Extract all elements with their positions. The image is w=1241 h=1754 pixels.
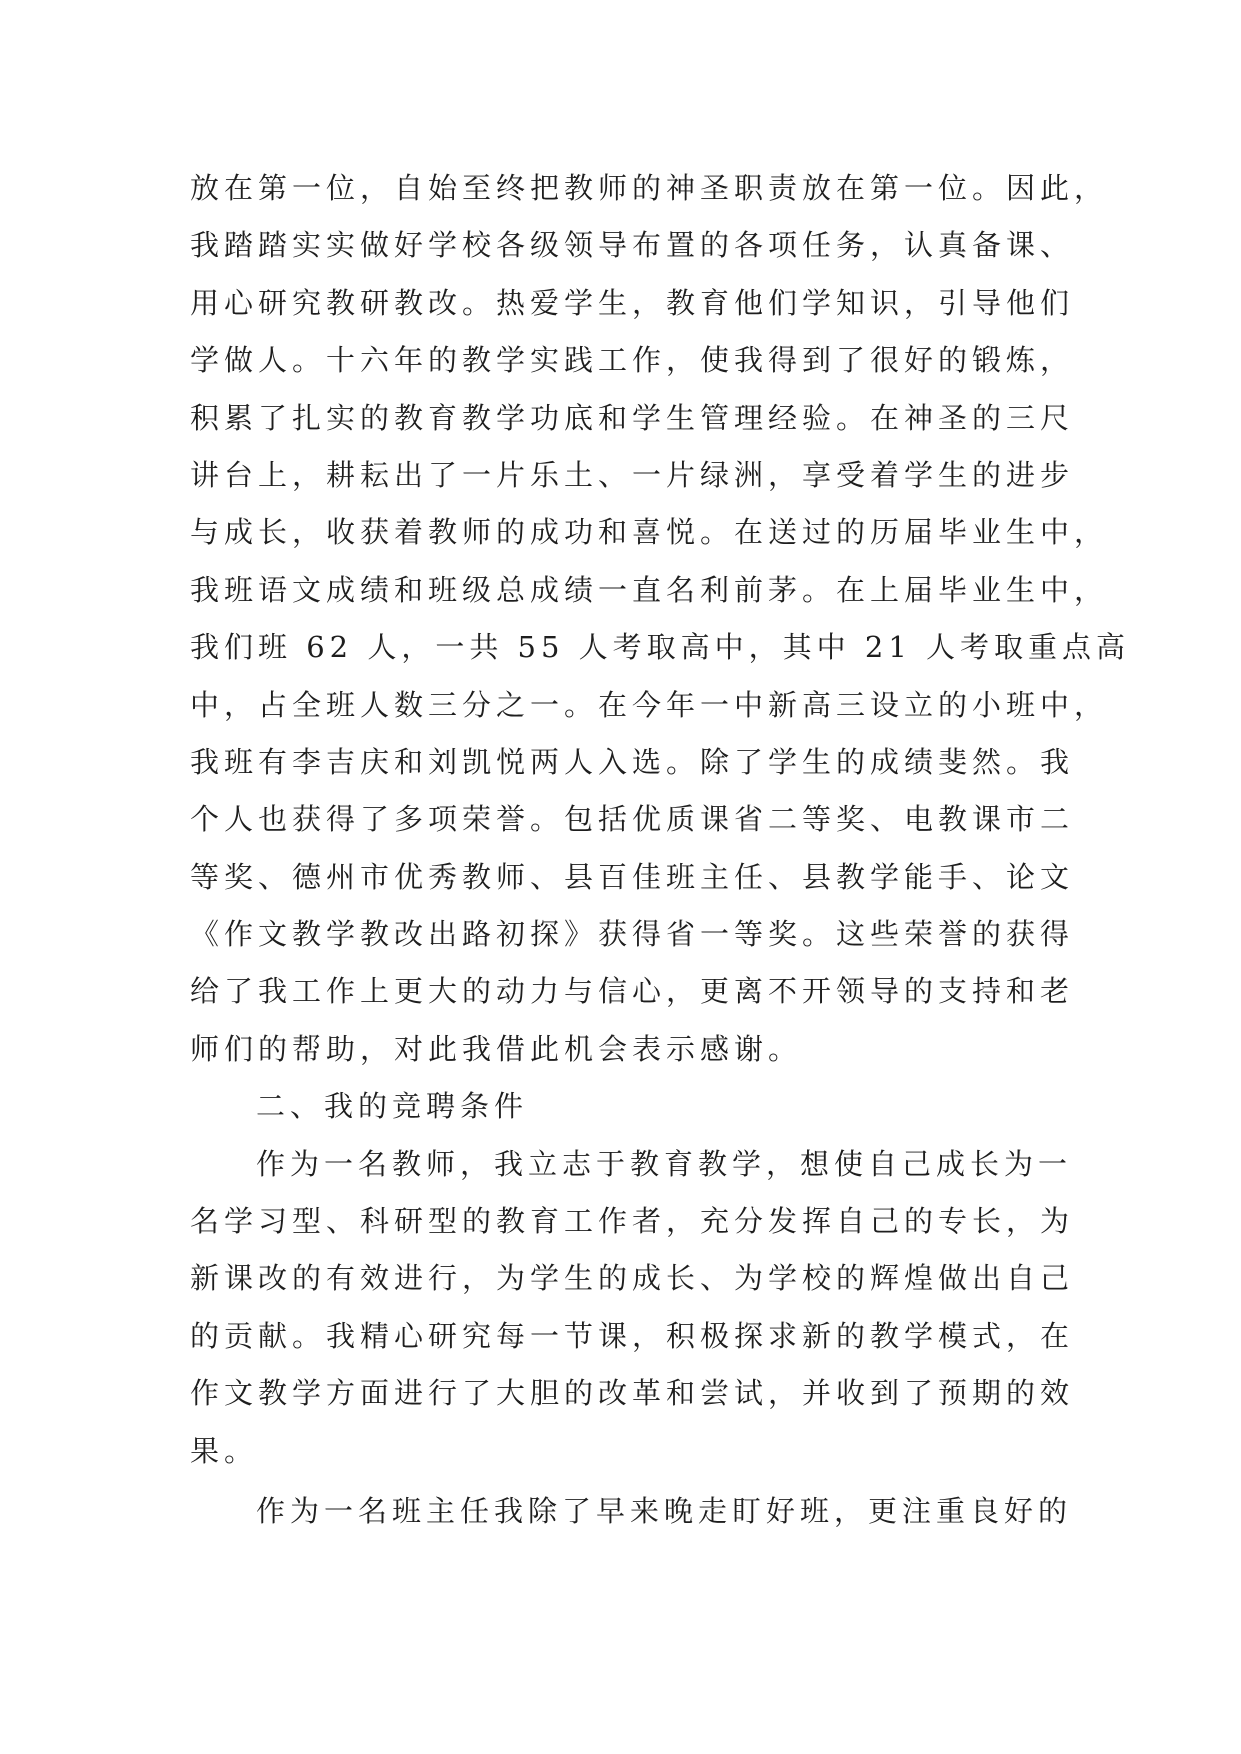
- text-line: 我班语文成绩和班级总成绩一直名利前茅。在上届毕业生中，: [190, 572, 1109, 607]
- text-line: 积累了扎实的教育教学功底和学生管理经验。在神圣的三尺: [190, 400, 1075, 435]
- text-line: 果。: [190, 1433, 259, 1468]
- text-line: 名学习型、科研型的教育工作者，充分发挥自己的专长，为: [190, 1204, 1075, 1239]
- text-line: 新课改的有效进行，为学生的成长、为学校的辉煌做出自己: [190, 1261, 1075, 1296]
- text-line: 与成长，收获着教师的成功和喜悦。在送过的历届毕业生中，: [190, 515, 1109, 550]
- text-line: 中，占全班人数三分之一。在今年一中新高三设立的小班中，: [190, 687, 1109, 722]
- text-line: 学做人。十六年的教学实践工作，使我得到了很好的锻炼，: [190, 343, 1075, 378]
- text-line: 放在第一位，自始至终把教师的神圣职责放在第一位。因此，: [190, 171, 1109, 205]
- text-line: 我班有李吉庆和刘凯悦两人入选。除了学生的成绩斐然。我: [190, 744, 1075, 779]
- text-line: 用心研究教研教改。热爱学生，教育他们学知识，引导他们: [190, 285, 1075, 320]
- text-line: 我踏踏实实做好学校各级领导布置的各项任务，认真备课、: [190, 228, 1075, 263]
- paragraph-start-line: 作为一名班主任我除了早来晚走盯好班，更注重良好的: [256, 1493, 1073, 1528]
- document-body: [190, 160, 1131, 1540]
- section-heading: 二、我的竞聘条件: [256, 1089, 529, 1124]
- text-line: 等奖、德州市优秀教师、县百佳班主任、县教学能手、论文: [190, 859, 1075, 894]
- text-line: 给了我工作上更大的动力与信心，更离不开领导的支持和老: [190, 974, 1075, 1009]
- text-line: 的贡献。我精心研究每一节课，积极探求新的教学模式，在: [190, 1318, 1075, 1353]
- text-line: 个人也获得了多项荣誉。包括优质课省二等奖、电教课市二: [190, 802, 1075, 837]
- text-line: 讲台上，耕耘出了一片乐土、一片绿洲，享受着学生的进步: [190, 457, 1075, 492]
- text-line: 《作文教学教改出路初探》获得省一等奖。这些荣誉的获得: [190, 917, 1075, 952]
- text-line: 师们的帮助，对此我借此机会表示感谢。: [190, 1031, 803, 1066]
- text-line: 作文教学方面进行了大胆的改革和尝试，并收到了预期的效: [190, 1376, 1075, 1411]
- text-line: 我们班 62 人，一共 55 人考取高中，其中 21 人考取重点高: [190, 630, 1131, 665]
- paragraph-start-line: 作为一名教师，我立志于教育教学，想使自己成长为一: [256, 1146, 1073, 1181]
